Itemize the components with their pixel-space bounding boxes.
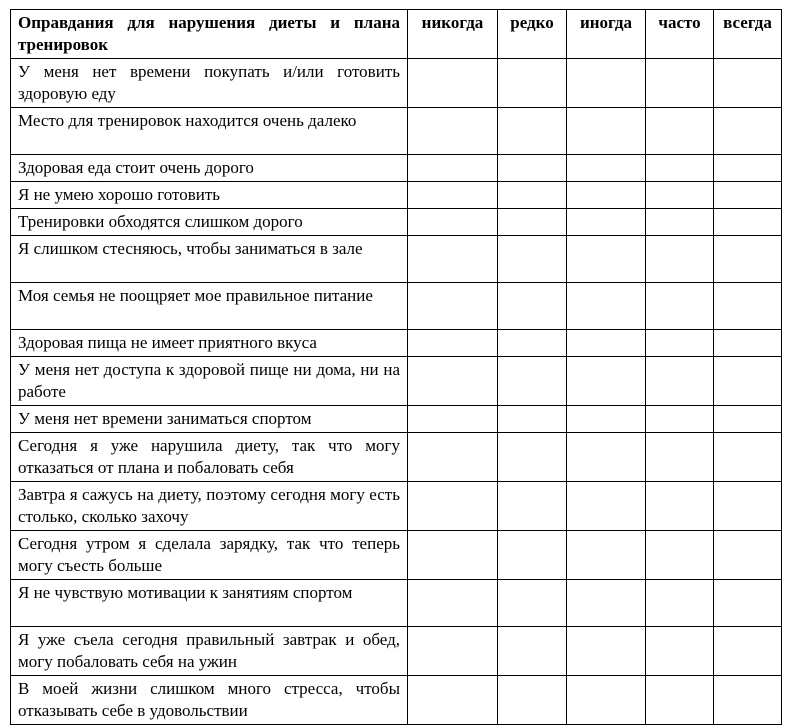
answer-cell-rarely[interactable] [498, 108, 567, 155]
excuse-text: Завтра я сажусь на диету, поэтому сегодня могу есть столько, сколько захочу [11, 482, 408, 531]
answer-cell-sometimes[interactable] [567, 330, 646, 357]
header-sometimes: иногда [567, 10, 646, 59]
header-often: часто [646, 10, 714, 59]
answer-cell-never[interactable] [408, 182, 498, 209]
answer-cell-sometimes[interactable] [567, 627, 646, 676]
answer-cell-rarely[interactable] [498, 209, 567, 236]
table-row [11, 236, 782, 283]
excuse-text: У меня нет времени покупать и/или готовить здоровую еду [11, 59, 408, 108]
table-row [11, 531, 782, 580]
answer-cell-always[interactable] [714, 482, 782, 531]
table-row [11, 627, 782, 676]
answer-cell-always[interactable] [714, 627, 782, 676]
answer-cell-never[interactable] [408, 236, 498, 283]
answer-cell-never[interactable] [408, 283, 498, 330]
answer-cell-often[interactable] [646, 155, 714, 182]
excuse-text: В моей жизни слишком много стресса, чтобы отказывать себе в удовольствии [11, 676, 408, 725]
answer-cell-always[interactable] [714, 406, 782, 433]
answer-cell-rarely[interactable] [498, 627, 567, 676]
answer-cell-sometimes[interactable] [567, 482, 646, 531]
answer-cell-always[interactable] [714, 531, 782, 580]
excuse-text: Здоровая еда стоит очень дорого [11, 155, 408, 182]
answer-cell-sometimes[interactable] [567, 580, 646, 627]
answer-cell-never[interactable] [408, 482, 498, 531]
answer-cell-never[interactable] [408, 531, 498, 580]
answer-cell-never[interactable] [408, 108, 498, 155]
excuse-text: Я слишком стесняюсь, чтобы заниматься в зале [11, 236, 408, 283]
answer-cell-sometimes[interactable] [567, 406, 646, 433]
answer-cell-always[interactable] [714, 676, 782, 725]
answer-cell-never[interactable] [408, 627, 498, 676]
answer-cell-rarely[interactable] [498, 330, 567, 357]
answer-cell-never[interactable] [408, 59, 498, 108]
answer-cell-rarely[interactable] [498, 182, 567, 209]
excuse-text: Я не умею хорошо готовить [11, 182, 408, 209]
table-row [11, 580, 782, 627]
excuse-text: Моя семья не поощряет мое правильное питание [11, 283, 408, 330]
answer-cell-often[interactable] [646, 531, 714, 580]
answer-cell-always[interactable] [714, 283, 782, 330]
table-row [11, 155, 782, 182]
answer-cell-never[interactable] [408, 330, 498, 357]
answer-cell-often[interactable] [646, 482, 714, 531]
excuse-text: Я уже съела сегодня правильный завтрак и обед, могу побаловать себя на ужин [11, 627, 408, 676]
table-row [11, 357, 782, 406]
answer-cell-always[interactable] [714, 580, 782, 627]
answer-cell-often[interactable] [646, 108, 714, 155]
answer-cell-never[interactable] [408, 580, 498, 627]
answer-cell-always[interactable] [714, 433, 782, 482]
table-row [11, 59, 782, 108]
answer-cell-rarely[interactable] [498, 580, 567, 627]
answer-cell-sometimes[interactable] [567, 236, 646, 283]
answer-cell-sometimes[interactable] [567, 108, 646, 155]
answer-cell-never[interactable] [408, 676, 498, 725]
answer-cell-always[interactable] [714, 236, 782, 283]
answer-cell-often[interactable] [646, 357, 714, 406]
table-row [11, 676, 782, 725]
answer-cell-sometimes[interactable] [567, 531, 646, 580]
table-row [11, 406, 782, 433]
answer-cell-often[interactable] [646, 59, 714, 108]
answer-cell-always[interactable] [714, 209, 782, 236]
excuse-text: У меня нет времени заниматься спортом [11, 406, 408, 433]
answer-cell-often[interactable] [646, 433, 714, 482]
answer-cell-sometimes[interactable] [567, 209, 646, 236]
answer-cell-sometimes[interactable] [567, 59, 646, 108]
answer-cell-never[interactable] [408, 433, 498, 482]
answer-cell-always[interactable] [714, 357, 782, 406]
excuse-text: Сегодня я уже нарушила диету, так что могу отказаться от плана и побаловать себя [11, 433, 408, 482]
answer-cell-rarely[interactable] [498, 283, 567, 330]
answer-cell-often[interactable] [646, 580, 714, 627]
table-row [11, 209, 782, 236]
answer-cell-rarely[interactable] [498, 236, 567, 283]
answer-cell-always[interactable] [714, 59, 782, 108]
excuse-text: Я не чувствую мотивации к занятиям спортом [11, 580, 408, 627]
header-never: никогда [408, 10, 498, 59]
answer-cell-sometimes[interactable] [567, 357, 646, 406]
excuse-text: Тренировки обходятся слишком дорого [11, 209, 408, 236]
answer-cell-often[interactable] [646, 209, 714, 236]
excuse-text: Сегодня утром я сделала зарядку, так что теперь могу съесть больше [11, 531, 408, 580]
answer-cell-never[interactable] [408, 406, 498, 433]
answer-cell-often[interactable] [646, 676, 714, 725]
answer-cell-always[interactable] [714, 108, 782, 155]
header-row [11, 10, 782, 59]
answer-cell-never[interactable] [408, 209, 498, 236]
answer-cell-often[interactable] [646, 236, 714, 283]
answer-cell-often[interactable] [646, 182, 714, 209]
answer-cell-rarely[interactable] [498, 357, 567, 406]
header-rarely: редко [498, 10, 567, 59]
answer-cell-sometimes[interactable] [567, 676, 646, 725]
answer-cell-always[interactable] [714, 155, 782, 182]
answer-cell-rarely[interactable] [498, 406, 567, 433]
answer-cell-sometimes[interactable] [567, 433, 646, 482]
table-row [11, 283, 782, 330]
answer-cell-never[interactable] [408, 357, 498, 406]
table-row [11, 108, 782, 155]
answer-cell-sometimes[interactable] [567, 155, 646, 182]
excuse-text: Здоровая пища не имеет приятного вкуса [11, 330, 408, 357]
excuse-text: Место для тренировок находится очень далеко [11, 108, 408, 155]
header-excuse: Оправдания для нарушения диеты и плана тренировок [11, 10, 408, 59]
table-row [11, 482, 782, 531]
answer-cell-often[interactable] [646, 283, 714, 330]
table-row [11, 182, 782, 209]
answer-cell-rarely[interactable] [498, 155, 567, 182]
excuse-text: У меня нет доступа к здоровой пище ни дома, ни на работе [11, 357, 408, 406]
answer-cell-rarely[interactable] [498, 482, 567, 531]
answer-cell-never[interactable] [408, 155, 498, 182]
answer-cell-often[interactable] [646, 330, 714, 357]
answer-cell-always[interactable] [714, 330, 782, 357]
answer-cell-sometimes[interactable] [567, 182, 646, 209]
table-row [11, 433, 782, 482]
answer-cell-sometimes[interactable] [567, 283, 646, 330]
answer-cell-always[interactable] [714, 182, 782, 209]
answer-cell-rarely[interactable] [498, 433, 567, 482]
answer-cell-rarely[interactable] [498, 676, 567, 725]
answer-cell-often[interactable] [646, 627, 714, 676]
header-always: всегда [714, 10, 782, 59]
answer-cell-often[interactable] [646, 406, 714, 433]
answer-cell-rarely[interactable] [498, 531, 567, 580]
answer-cell-rarely[interactable] [498, 59, 567, 108]
table-row [11, 330, 782, 357]
excuse-frequency-table [10, 9, 782, 725]
